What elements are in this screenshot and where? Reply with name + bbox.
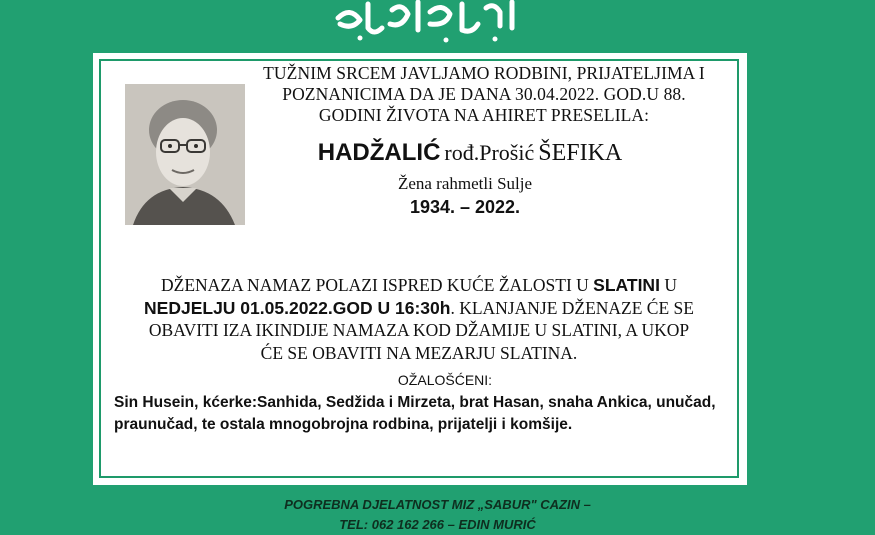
funeral-service-name: POGREBNA DJELATNOST MIZ „SABUR" CAZIN – bbox=[284, 497, 591, 512]
life-years: 1934. – 2022. bbox=[409, 197, 521, 217]
funeral-details bbox=[108, 274, 730, 364]
first-name: ŠEFIKA bbox=[538, 140, 623, 166]
mourners-label: OŽALOŠĆENI: bbox=[397, 372, 493, 388]
funeral-text-3: . KLANJANJE DŽENAZE ĆE SE bbox=[450, 297, 694, 318]
funeral-line-1 bbox=[108, 274, 730, 297]
deceased-name bbox=[255, 139, 685, 167]
funeral-line-2 bbox=[108, 297, 730, 320]
funeral-place: SLATINI bbox=[593, 275, 660, 295]
mourners-list: Sin Husein, kćerke:Sanhida, Sedžida i Mirzeta, brat Hasan, snaha Ankica, unučad, praunučad, te ostala mnogobrojna rodbina, prijatelji i komšije. bbox=[114, 394, 716, 433]
funeral-date: NEDJELJU 01.05.2022.GOD U 16:30h bbox=[144, 297, 451, 318]
spouse-note: Žena rahmetli Sulje bbox=[397, 174, 533, 193]
funeral-text-2: U bbox=[659, 275, 677, 295]
intro-line-1: TUŽNIM SRCEM JAVLJAMO RODBINI, PRIJATELJIMA I bbox=[263, 63, 705, 83]
funeral-service-contact: TEL: 062 162 266 – EDIN MURIĆ bbox=[339, 517, 536, 532]
funeral-text-1: DŽENAZA NAMAZ POLAZI ISPRED KUĆE ŽALOSTI U bbox=[161, 275, 594, 295]
funeral-line-4: ĆE SE OBAVITI NA MEZARJU SLATINA. bbox=[260, 342, 578, 363]
intro-line-2: POZNANICIMA DA JE DANA 30.04.2022. GOD.U 88. bbox=[282, 84, 686, 104]
intro-line-3: GODINI ŽIVOTA NA AHIRET PRESELILA: bbox=[318, 105, 650, 125]
announcement-intro bbox=[250, 63, 718, 126]
surname: HADŽALIĆ bbox=[317, 139, 441, 166]
arabic-calligraphy-logo bbox=[0, 0, 875, 52]
funeral-line-3: OBAVITI IZA IKINDIJE NAMAZA KOD DŽAMIJE U SLATINI, A UKOP bbox=[148, 320, 690, 340]
portrait-photo bbox=[125, 84, 245, 225]
maiden-name: rođ.Prošić bbox=[444, 140, 535, 165]
